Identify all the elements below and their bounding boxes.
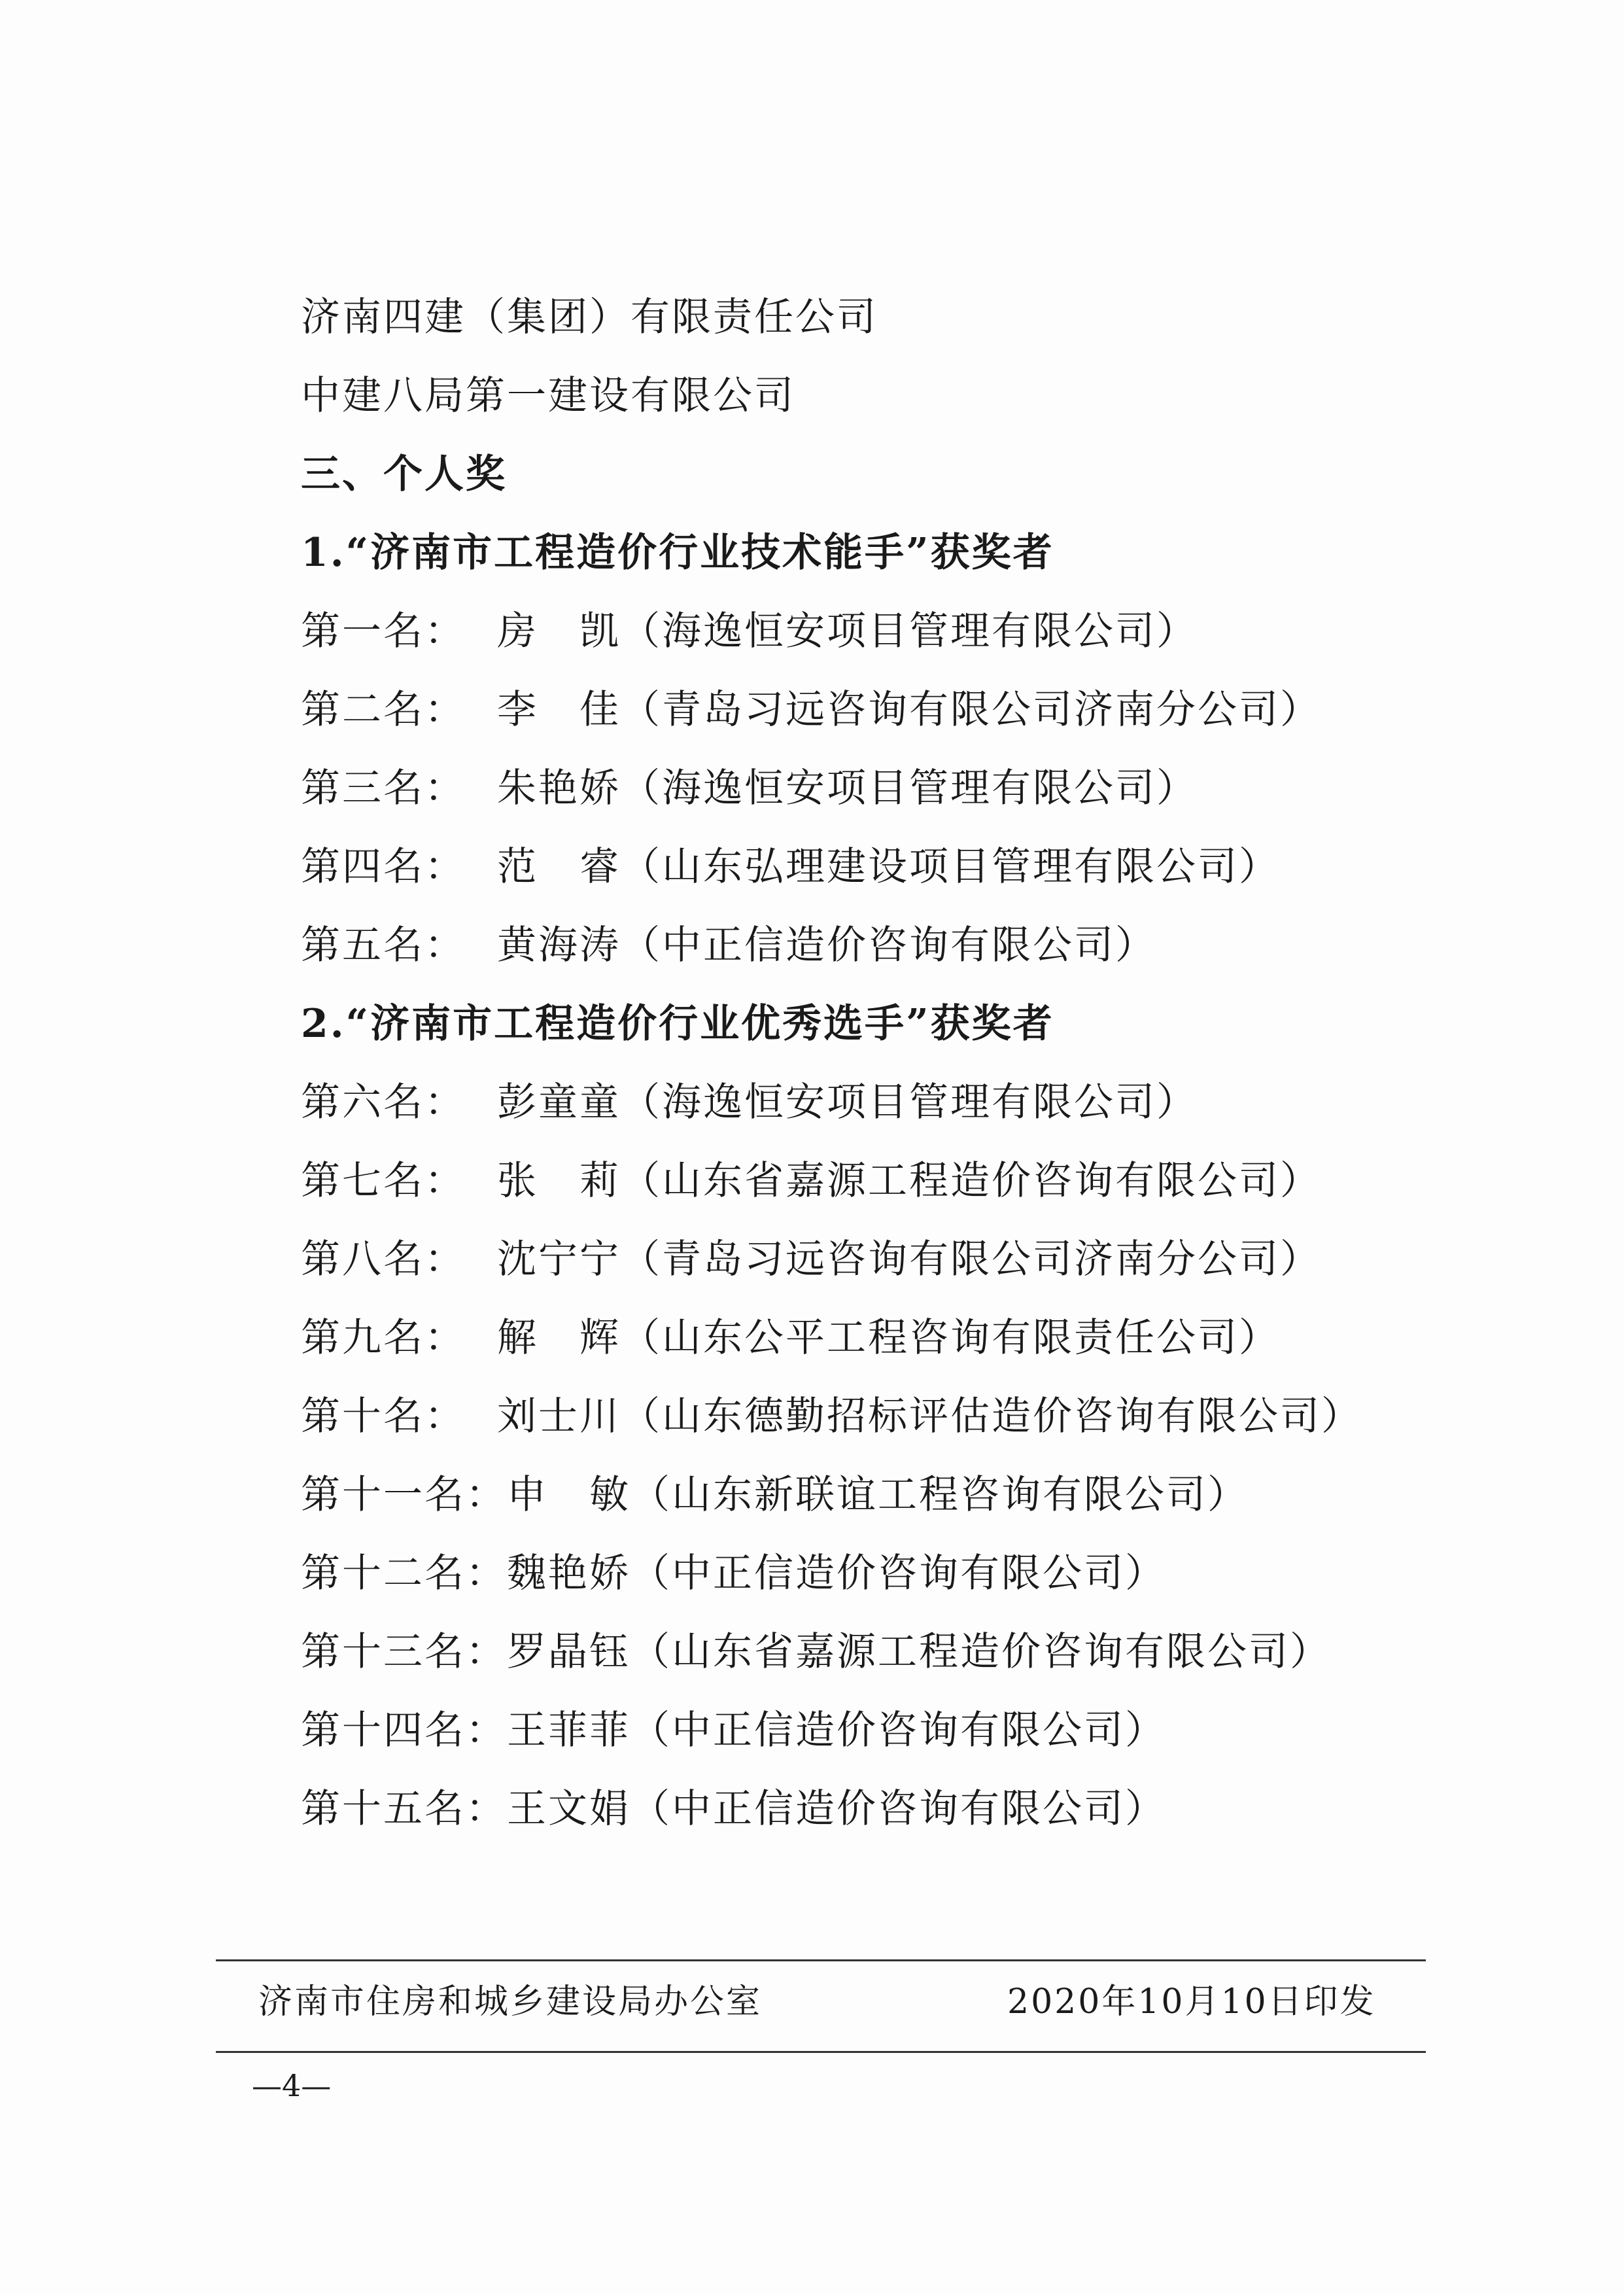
footer-rule-top — [216, 1959, 1426, 1961]
award-entry — [301, 1158, 1321, 1204]
award-rank: 第十三名： — [301, 1629, 507, 1675]
award-rank: 第七名： — [301, 1158, 466, 1204]
award-company: （山东省嘉源工程造价咨询有限公司） — [621, 1158, 1321, 1204]
award-entry — [301, 1472, 1249, 1518]
award-company: （中正信造价咨询有限公司） — [631, 1550, 1166, 1596]
award-rank: 第十五名： — [301, 1786, 507, 1832]
award-name: 朱艳娇 — [497, 765, 621, 811]
section-title: 三、个人奖 — [301, 451, 507, 497]
group1-title: 1.“济南市工程造价行业技术能手”获奖者 — [301, 530, 1054, 576]
award-name: 王菲菲 — [507, 1708, 631, 1753]
award-name: 刘士川 — [497, 1393, 621, 1439]
award-company: （中正信造价咨询有限公司） — [631, 1708, 1166, 1753]
award-name: 房 凯 — [497, 608, 621, 654]
award-entry — [301, 1708, 1166, 1753]
award-company: （山东省嘉源工程造价咨询有限公司） — [631, 1629, 1331, 1675]
award-company: （青岛习远咨询有限公司济南分公司） — [621, 1236, 1321, 1282]
award-entry — [301, 1236, 1321, 1282]
award-company: （青岛习远咨询有限公司济南分公司） — [621, 687, 1321, 733]
award-company: （海逸恒安项目管理有限公司） — [621, 1079, 1198, 1125]
award-entry — [301, 608, 1198, 654]
award-entry — [301, 765, 1198, 811]
award-company: （山东德勤招标评估造价咨询有限公司） — [621, 1393, 1362, 1439]
award-name: 黄海涛 — [497, 922, 621, 968]
page-number: —4— — [252, 2068, 332, 2103]
award-company: （中正信造价咨询有限公司） — [621, 922, 1156, 968]
award-entry — [301, 844, 1280, 890]
award-entry — [301, 1393, 1362, 1439]
footer-issuer: 济南市住房和城乡建设局办公室 — [258, 1982, 763, 2022]
award-entry — [301, 1786, 1166, 1832]
award-company: （山东弘理建设项目管理有限公司） — [621, 844, 1280, 890]
award-rank: 第四名： — [301, 844, 466, 890]
award-name: 罗晶钰 — [507, 1629, 631, 1675]
award-name: 彭童童 — [497, 1079, 621, 1125]
award-rank: 第十二名： — [301, 1550, 507, 1596]
award-entry — [301, 1629, 1331, 1675]
award-name: 解 辉 — [497, 1315, 621, 1361]
award-name: 王文娟 — [507, 1786, 631, 1832]
award-name: 范 睿 — [497, 844, 621, 890]
award-rank: 第十四名： — [301, 1708, 507, 1753]
award-rank: 第二名： — [301, 687, 466, 733]
group2-title: 2.“济南市工程造价行业优秀选手”获奖者 — [301, 1001, 1054, 1047]
award-rank: 第十名： — [301, 1393, 466, 1439]
award-company: （山东公平工程咨询有限责任公司） — [621, 1315, 1280, 1361]
award-company: （中正信造价咨询有限公司） — [631, 1786, 1166, 1832]
award-name: 李 佳 — [497, 687, 621, 733]
company-line-2: 中建八局第一建设有限公司 — [301, 373, 795, 419]
award-entry — [301, 687, 1321, 733]
award-name: 申 敏 — [507, 1472, 631, 1518]
award-name: 张 莉 — [497, 1158, 621, 1204]
award-entry — [301, 1079, 1198, 1125]
award-name: 魏艳娇 — [507, 1550, 631, 1596]
award-company: （山东新联谊工程咨询有限公司） — [631, 1472, 1249, 1518]
award-company: （海逸恒安项目管理有限公司） — [621, 608, 1198, 654]
award-rank: 第六名： — [301, 1079, 466, 1125]
award-entry — [301, 922, 1156, 968]
award-entry — [301, 1315, 1280, 1361]
footer-rule-bottom — [216, 2051, 1426, 2053]
award-rank: 第八名： — [301, 1236, 466, 1282]
award-company: （海逸恒安项目管理有限公司） — [621, 765, 1198, 811]
award-rank: 第五名： — [301, 922, 466, 968]
award-entry — [301, 1550, 1166, 1596]
footer-date: 2020年10月10日印发 — [1007, 1982, 1376, 2022]
company-line-1: 济南四建（集团）有限责任公司 — [301, 294, 878, 340]
award-name: 沈宁宁 — [497, 1236, 621, 1282]
award-rank: 第十一名： — [301, 1472, 507, 1518]
award-rank: 第九名： — [301, 1315, 466, 1361]
award-rank: 第三名： — [301, 765, 466, 811]
award-rank: 第一名： — [301, 608, 466, 654]
